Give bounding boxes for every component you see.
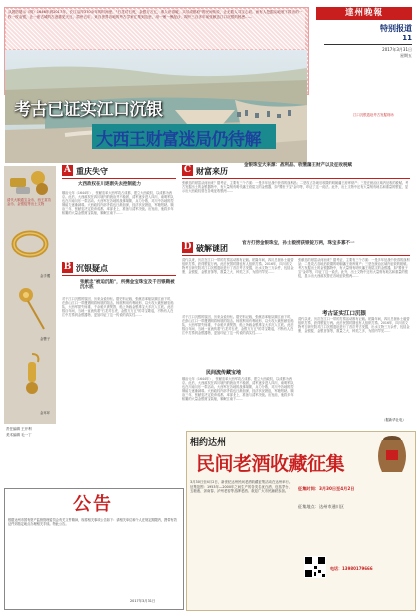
section-d-title: 破解谜团 [196,244,228,253]
artifact-coins [8,170,52,196]
section-b-text: 对于江口沉银的原因，历来众说纷纭。据史料记载，张献忠率船队顺江而下时，在彭山江口一带遭遇明将杨展的阻击。杨展利用有利地形，以火攻大破张献忠船队，大西军损失惨重，千余船只被焚毁，船上所载金银珠宝大多沉入江底。此后数百年间，当地一直流传着"石龙对石虎，金银万万五"的寻宝歌谣，不断有人在江中打捞到金银器物，更加印证了这一传说的真实性…… [62,297,174,317]
page-number: 11 [402,34,412,42]
notice-text: 根据达州市国有资产监督管理委员会有关文件精神，现将相关事项公告如下：请相关单位和个人在规定期限内，携带有效证件到指定地点办理相关手续。特此公告。 [8,518,177,526]
editor-right: 美术编辑 毛一丁 [6,433,32,437]
artifact-earring [12,350,52,400]
ad-pre-title: 相约达州 [190,438,227,448]
artifact-bracelet [10,230,50,258]
section-b-rule [62,275,176,276]
issue-weekday: 星期五 [400,53,412,58]
section-d-text-left: 清代以来，历次在江口一带的打捞活动都有记载。乾隆年间，四川总督孙士毅曾组织打捞，获得银锭万两。此后民国时期也有人组织打捞。2016年，四川省文物考古研究院对江口沉银遗址进行了首次考古发掘，出水文物三万余件，包括金册、金银锭、金银首饰等，数量之大、种类之多，为国内罕见…… [182,258,294,274]
section-c-text-right: 张献忠的财富从何而来？据考证，主要有三个方面：一是多年征战中获得的战利品；二是攻占各地后收缴的明朝藩王府库财产；三是在统治区域内征收的税赋。考古发掘出土的金银器物中，有大量刻有明代藩王府铭文的金银器，如"蜀世子宝"金印等，印证了这一说法。此外，出土文物中还有大量刻有地名和重量的银锭，显示出大西政权曾在各地征收银两…… [298,258,410,278]
artifact-bracelet-caption: 金手镯 [40,274,51,278]
source-note: （据新华社电） [382,418,406,422]
ad-body: 3月30日至4月2日，新世纪达州民间老酒收藏征集活动在达州举行。征集范围：1953年—2000年之间生产的各类名优白酒，包括茅台、五粮液、剑南春、泸州老窖等品牌老酒。欢迎广大市民踊跃参加。 [190,480,293,494]
lead-text: 从展馆展示（明）1646年到2017年，长江沿岸370余年的时间里，"石龙对石虎，金银万万五，谁人识得破，买尽成都府"的民间传说，让无数人寻宝心切，而有人挖掘从地底下拔出的一枚一枚金银，让一座古城的古迹重见天日。眉州五年，来自世界各地的考古学家汇集到这里，用一锹一锹泥沙，揭开三百多年前张献忠江口沉银的秘密…… [8,10,303,19]
issue-date: 2017年3月31日 [382,47,412,52]
section-d-text-left-3: 顺治元年（1644年），张献忠率大西军攻占成都，建立大西政权，以成都为西京。此后，大西政权在四川境内的统治并不稳固，清军逐步进入四川，南明军队也在川南川东一带活动。大西军在各地的战事频繁，兵力分散，对川中各地的控制能力逐渐减弱。大西政权内部矛盾也日渐加深，经济状况窘迫，军粮短缺。顺治三年，张献忠决定放弃成都，率部北上，准备与清军决战。出发前，他将多年积累的大量金银财宝装船，顺岷江南下…… [182,377,294,401]
section-c-rule [182,178,410,179]
section-a-text: 顺治元年（1644年），张献忠率大西军攻占成都，建立大西政权，以成都为西京。此后，大西政权在四川境内的统治并不稳固，清军逐步进入四川，南明军队也在川南川东一带活动。大西军在各地的战事频繁，兵力分散，对川中各地的控制能力逐渐减弱。大西政权内部矛盾也日渐加深，经济状况窘迫，军粮短缺。顺治三年，张献忠决定放弃成都，率部北上，准备与清军决战。出发前，他将多年积累的大量金银财宝装船，顺岷江南下…… [62,191,174,215]
notice-date: 2017年3月31日 [130,599,156,603]
section-a-title: 重庆失守 [76,167,108,176]
artifact-coins-caption: 清代大顺通宝金币、西王赏功金币、金银锭等出土文物 [7,198,52,206]
headline-line2: 大西王财富迷局仍待解 [96,130,261,150]
ad-qr-code [304,556,326,582]
masthead-rule [324,44,412,45]
section-d-text-right-2: 清代以来，历次在江口一带的打捞活动都有记载。乾隆年间，四川总督孙士毅曾组织打捞，获得银锭万两。此后民国时期也有人组织打捞。2016年，四川省文物考古研究院对江口沉银遗址进行了首次考古发掘，出水文物三万余件，包括金册、金银锭、金银首饰等，数量之大、种类之多，为国内罕见…… [298,317,410,333]
notice-title: 公告 [73,494,113,515]
ad-place: 征集地点：达州市通川区 [298,504,345,509]
section-d-subtitle: 官方打捞金银珠宝，孙士毅捞获银锭万两，珠宝多寡不一 [242,241,355,246]
artifact-hairpin [12,285,52,333]
section-c-letter: C [183,165,192,175]
section-b-letter: B [63,262,72,272]
paper-name: 達州晚報 [316,7,412,20]
sidebar-heading: 考古证实江口沉银 [322,311,367,317]
section-d-rule [182,255,410,256]
sidebar-heading-2: 民间流传藏宝地 [206,370,242,376]
section-a-rule [62,178,176,179]
artifact-earring-caption: 金耳环 [40,411,51,415]
section-d-text-left-2: 对于江口沉银的原因，历来众说纷纭。据史料记载，张献忠率船队顺江而下时，在彭山江口一带遭遇明将杨展的阻击。杨展利用有利地形，以火攻大破张献忠船队，大西军损失惨重，千余船只被焚毁，船上所载金银珠宝大多沉入江底。此后数百年间，当地一直流传着"石龙对石虎，金银万万五"的寻宝歌谣，不断有人在江中打捞到金银器物，更加印证了这一传说的真实性…… [182,315,294,335]
section-c-subtitle: 金银珠宝大来源：战利品、收缴藩王财产以及征收税赋 [244,163,352,168]
masthead [312,7,414,62]
section-a-subtitle: 大西政权在川逐渐失去控制能力 [78,182,141,187]
artifact-hairpin-caption: 金簪子 [40,337,51,341]
section-c-text: 张献忠的财富从何而来？据考证，主要有三个方面：一是多年征战中获得的战利品；二是攻占各地后收缴的明朝藩王府库财产；三是在统治区域内征收的税赋。考古发掘出土的金银器物中，有大量刻有明代藩王府铭文的金银器，如"蜀世子宝"金印等，印证了这一说法。此外，出土文物中还有大量刻有地名和重量的银锭，显示出大西政权曾在各地征收银两…… [182,181,409,193]
section-a-letter: A [62,165,73,176]
editor-left: 责任编辑 王开利 [6,427,32,431]
section-b-subtitle: 张献忠"被迫沉船"，所携金宝珠宝及千百银鞘被沉水底 [80,280,175,291]
ad-jar-image [372,432,412,480]
lead-photo-caption: 江口沉银遗址考古发掘现场 [353,113,394,117]
section-c-title: 财富来历 [196,167,228,176]
section-d-letter: D [183,242,192,252]
ad-time: 征集时间：3月30日至4月2日 [298,486,355,491]
edition-title: 特别报道 [380,24,412,33]
ad-title: 民间老酒收藏征集 [196,453,345,475]
headline-line1: 考古已证实江口沉银 [14,100,163,120]
ad-phone: 电话：13980179666 [330,566,373,571]
section-b-title: 沉银疑点 [76,264,108,273]
